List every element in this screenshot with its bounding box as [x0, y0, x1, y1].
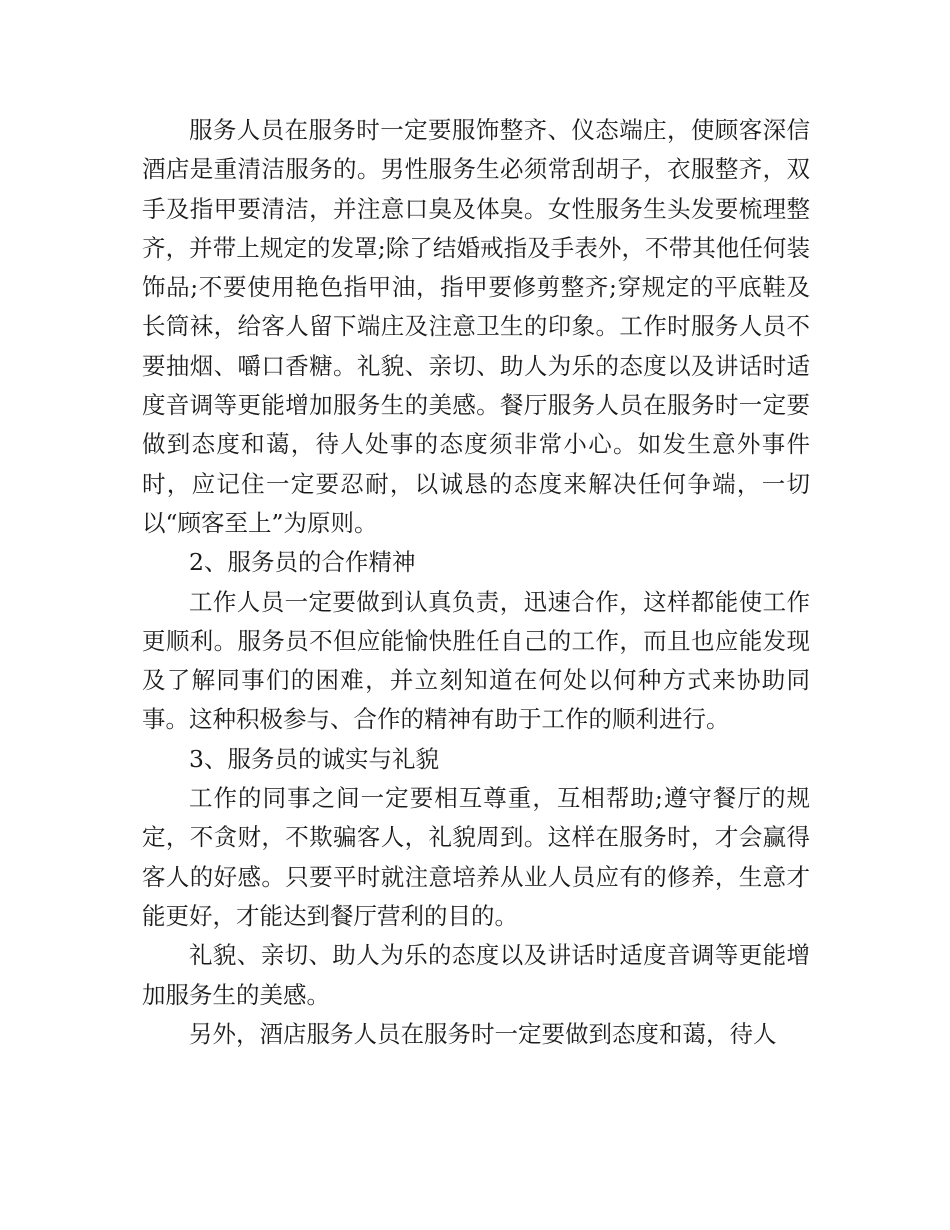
section-heading-cooperation: 2、服务员的合作精神	[189, 548, 416, 577]
paragraph-appearance: 服务人员在服务时一定要服饰整齐、仪态端庄，使顾客深信酒店是重清洁服务的。男性服务生必须常刮胡子，衣服整齐，双手及指甲要清洁，并注意口臭及体臭。女性服务生头发要梳理整齐，并带上规定的发罩;除了结婚戒指及手表外，不带其他任何装饰品;不要使用艳色指甲油，指甲要修剪整齐;穿规定的平底鞋及长筒袜，给客人留下端庄及注意卫生的印象。工作时服务人员不要抽烟、嚼口香糖。礼貌、亲切、助人为乐的态度以及讲话时适度音调等更能增加服务生的美感。餐厅服务人员在服务时一定要做到态度和蔼，待人处事的态度须非常小心。如发生意外事件时，应记住一定要忍耐，以诚恳的态度来解决任何争端，一切以“顾客至上”为原则。	[142, 116, 810, 537]
paragraph-cooperation: 工作人员一定要做到认真负责，迅速合作，这样都能使工作更顺利。服务员不但应能愉快胜任自己的工作，而且也应能发现及了解同事们的困难，并立刻知道在何处以何种方式来协助同事。这种积极参与、合作的精神有助于工作的顺利进行。	[142, 587, 810, 734]
paragraph-additional: 另外，酒店服务人员在服务时一定要做到态度和蔼，待人	[189, 1019, 777, 1048]
section-heading-honesty: 3、服务员的诚实与礼貌	[189, 744, 439, 773]
paragraph-honesty: 工作的同事之间一定要相互尊重，互相帮助;遵守餐厅的规定，不贪财，不欺骗客人，礼貌周到。这样在服务时，才会赢得客人的好感。只要平时就注意培养从业人员应有的修养，生意才能更好，才能达到餐厅营利的目的。	[142, 784, 810, 930]
document-body	[142, 111, 810, 1054]
paragraph-courtesy: 礼貌、亲切、助人为乐的态度以及讲话时适度音调等更能增加服务生的美感。	[142, 941, 810, 1009]
